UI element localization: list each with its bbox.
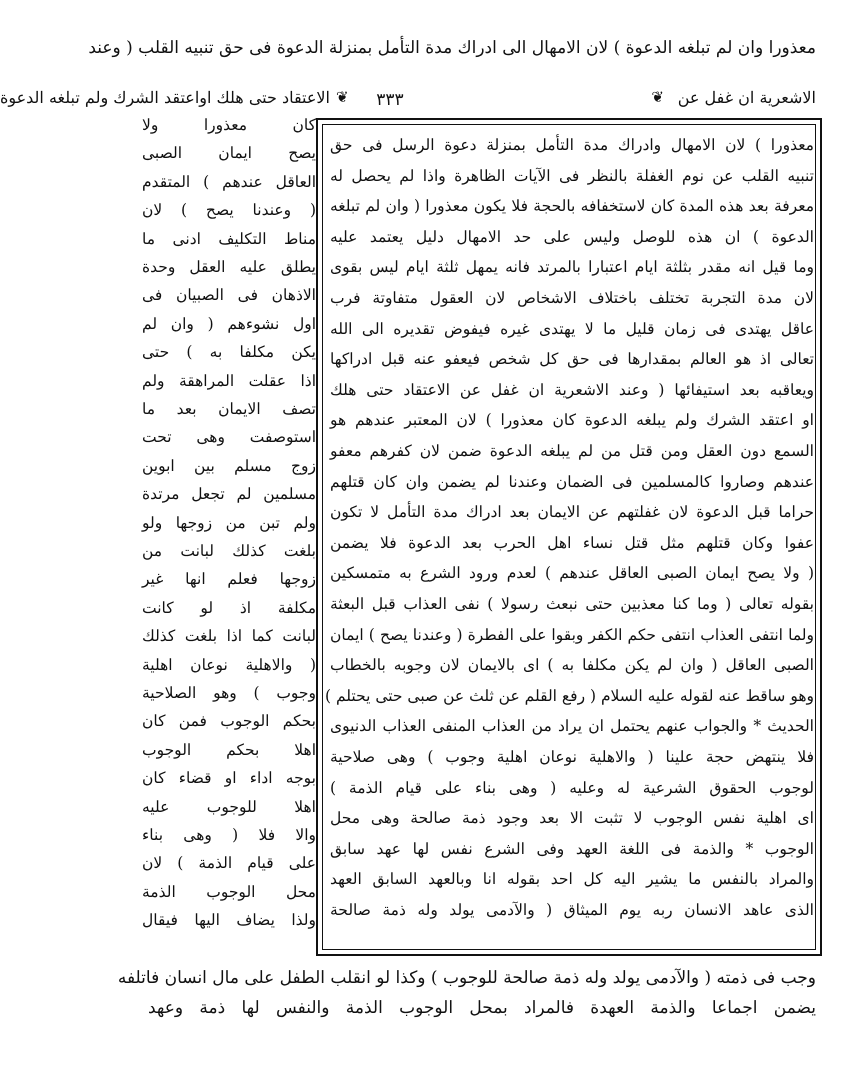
main-text-line: عاقل يهتدى فى زمان قليل ما لا يهتدى غيره فيفوض تقديره الى الله	[330, 319, 814, 338]
margin-text-line: اهلا بحكم الوجوب	[142, 740, 316, 759]
margin-text-line: زوج مسلم بين ابوين	[142, 456, 316, 475]
margin-text-line: مناط التكليف ادنى ما	[142, 229, 316, 248]
main-text-line: فلا ينتهض حجة علينا ( والاهلية نوعان اهلية وجوب ) وهى صلاحية	[330, 748, 814, 766]
margin-text-line: اهلا للوجوب عليه	[142, 797, 316, 816]
main-text-line: الصبى العاقل ( وان لم يكن مكلفا به ) اى بالايمان لان وجوبه بالخطاب	[330, 656, 814, 675]
margin-text-line: ولذا يضاف اليها فيقال	[142, 911, 316, 930]
margin-text-line: لبانت كما اذا بلغت كذلك	[142, 627, 316, 646]
main-text-line: ويعاقبه بعد استيفائها ( وعند الاشعرية ان غفل عن الاعتقاد حتى هلك	[330, 380, 814, 399]
margin-text-line: مكلفة اذ لو كانت	[142, 598, 316, 617]
main-text-line: وهو ساقط عنه لقوله عليه السلام ( رفع القلم عن ثلث عن صبى حتى يحتلم )	[324, 686, 814, 705]
main-text-line: اى اهلية نفس الوجوب لا تثبت الا بعد وجود ذمة صالحة وهى محل	[330, 809, 814, 828]
page-number: ٣٣٣	[376, 90, 404, 110]
margin-text-line: اول نشوءهم ( وان لم	[142, 314, 316, 333]
margin-text-line: على قيام الذمة ) لان	[142, 854, 316, 873]
main-text-line: الحديث * والجواب عنهم يحتمل ان يراد من العذاب المنفى العذاب الدنيوى	[330, 717, 814, 736]
margin-text-line: العاقل عندهم ) المتقدم	[142, 172, 316, 191]
header-line-2: الاشعرية ان غفل عن	[677, 88, 816, 107]
main-text-line: الذى عاهد الانسان ربه يوم الميثاق ( والآدمى يولد وله ذمة صالحة	[330, 901, 814, 919]
margin-text-line: ( وعندنا يصح ) لان	[142, 201, 316, 220]
header-line-2-left: الاعتقاد حتى هلك اواعتقد الشرك ولم تبلغه الدعوة	[0, 88, 330, 107]
main-text-line: ولما انتفى العذاب انتفى حكم الكفر وبقوا على الفطرة ( وعندنا يصح ) ايمان	[330, 625, 814, 644]
main-text-line: لان مدة التجربة تختلف باختلاف الاشخاص لان العقول متفاوتة فرب	[330, 289, 814, 307]
margin-text-line: ولم تبن من زوجها ولو	[142, 513, 316, 532]
main-text-line: ( ولا يصح ايمان الصبى العاقل عندهم ) لعدم ورود الشرع به متمسكين	[330, 564, 814, 583]
main-text-line: عندهم وصاروا كالمسلمين فى الضمان وعندنا لم يضمن وان كان قتلهم	[330, 472, 814, 491]
main-text-line: لوجوب الحقوق الشرعية له وعليه ( وهى بناء على قيام الذمة )	[330, 778, 814, 797]
margin-text-line: بحكم الوجوب فمن كان	[142, 712, 316, 731]
margin-text-line: استوصفت وهى تحت	[142, 428, 316, 447]
margin-text-line: وجوب ) وهو الصلاحية	[142, 684, 316, 702]
margin-text-line: زوجها فعلم انها غير	[142, 570, 316, 589]
main-text-line: تعالى اذ هو العالم بمقدارها فى حق كل شخص فيعفو عنه قبل ادراكها	[330, 350, 814, 369]
margin-text-line: تصف الايمان بعد ما	[142, 400, 316, 418]
margin-text-line: بلغت كذلك لبانت من	[142, 542, 316, 560]
margin-text-line: كان معذورا ولا	[142, 116, 316, 134]
header-line-1: معذورا وان لم تبلغه الدعوة ) لان الامهال الى ادراك مدة التأمل بمنزلة الدعوة فى حق تنبيه القلب ( وعند	[88, 38, 816, 58]
margin-text-line: يكن مكلفا به ) حتى	[142, 343, 316, 362]
margin-text-line: يصح ايمان الصبى	[142, 144, 316, 163]
main-text-line: حراما قبل الدعوة لان غفلتهم عن الايمان بعد ادراك مدة التأمل لا تكون	[330, 503, 814, 522]
footer-line-1: وجب فى ذمته ( والآدمى يولد وله ذمة صالحة للوجوب ) وكذا لو انقلب الطفل على مال انسان فاتلفه	[117, 968, 816, 988]
ornament-right: ❦	[651, 88, 664, 106]
main-text-line: وما قيل انه مقدر بثلثة ايام اعتبارا بالمرتد فانه يمهل ثلثة ايام ليس بقوى	[330, 258, 814, 277]
main-text-line: معرفة بعد هذه المدة كان لاستخفافه بالحجة فلا يكون معذورا ( وان لم تبلغه	[330, 197, 814, 216]
main-text-line: تنبيه القلب عن نوم الغفلة بالنظر فى الآيات الظاهرة واذا لم يحصل له	[330, 166, 814, 185]
margin-text-line: اذا عقلت المراهقة ولم	[142, 371, 316, 390]
margin-text-line: ( والاهلية نوعان اهلية	[142, 655, 316, 674]
main-text-line: الوجوب * والذمة فى اللغة العهد وفى الشرع نفس لها عهد سابق	[330, 839, 814, 858]
margin-text-line: يطلق عليه العقل وحدة	[142, 258, 316, 276]
main-text-line: بقوله تعالى ( وما كنا معذبين حتى نبعث رسولا ) نفى العذاب قبل البعثة	[330, 595, 814, 613]
margin-text-line: والا فلا ( وهى بناء	[142, 826, 316, 844]
main-text-line: او اعتقد الشرك ولم يبلغه الدعوة كان معذورا ) لان المعتبر عندهم هو	[330, 411, 814, 430]
margin-text-line: الاذهان فى الصبيان فى	[142, 286, 316, 305]
margin-text-line: بوجه اداء او قضاء كان	[142, 769, 316, 788]
margin-text-line: مسلمين لم تجعل مرتدة	[142, 485, 316, 504]
main-text-line: معذورا ) لان الامهال وادراك مدة التأمل بمنزلة دعوة الرسل فى حق	[330, 136, 814, 154]
main-text-line: السمع دون العقل ومن قتل من لم يبلغه الدعوة ضمن لان كفرهم معفو	[330, 442, 814, 460]
main-text-line: الدعوة ) ان هذه للوصل وليس على حد الامهال دليل يعتمد عليه	[330, 227, 814, 246]
main-text-line: عفوا وكان قتلهم مثل قتل نساء اهل الحرب بعد الدعوة فلا يضمن	[330, 533, 814, 552]
ornament-left: ❦	[336, 88, 349, 106]
main-text-line: والمراد بالنفس ما يشير اليه كل احد بقوله انا وبالعهد السابق العهد	[330, 870, 814, 889]
footer-line-2: يضمن اجماعا والذمة العهدة فالمراد بمحل الوجوب الذمة والنفس لها ذمة وعهد	[148, 998, 816, 1018]
margin-text-line: محل الوجوب الذمة	[142, 882, 316, 901]
